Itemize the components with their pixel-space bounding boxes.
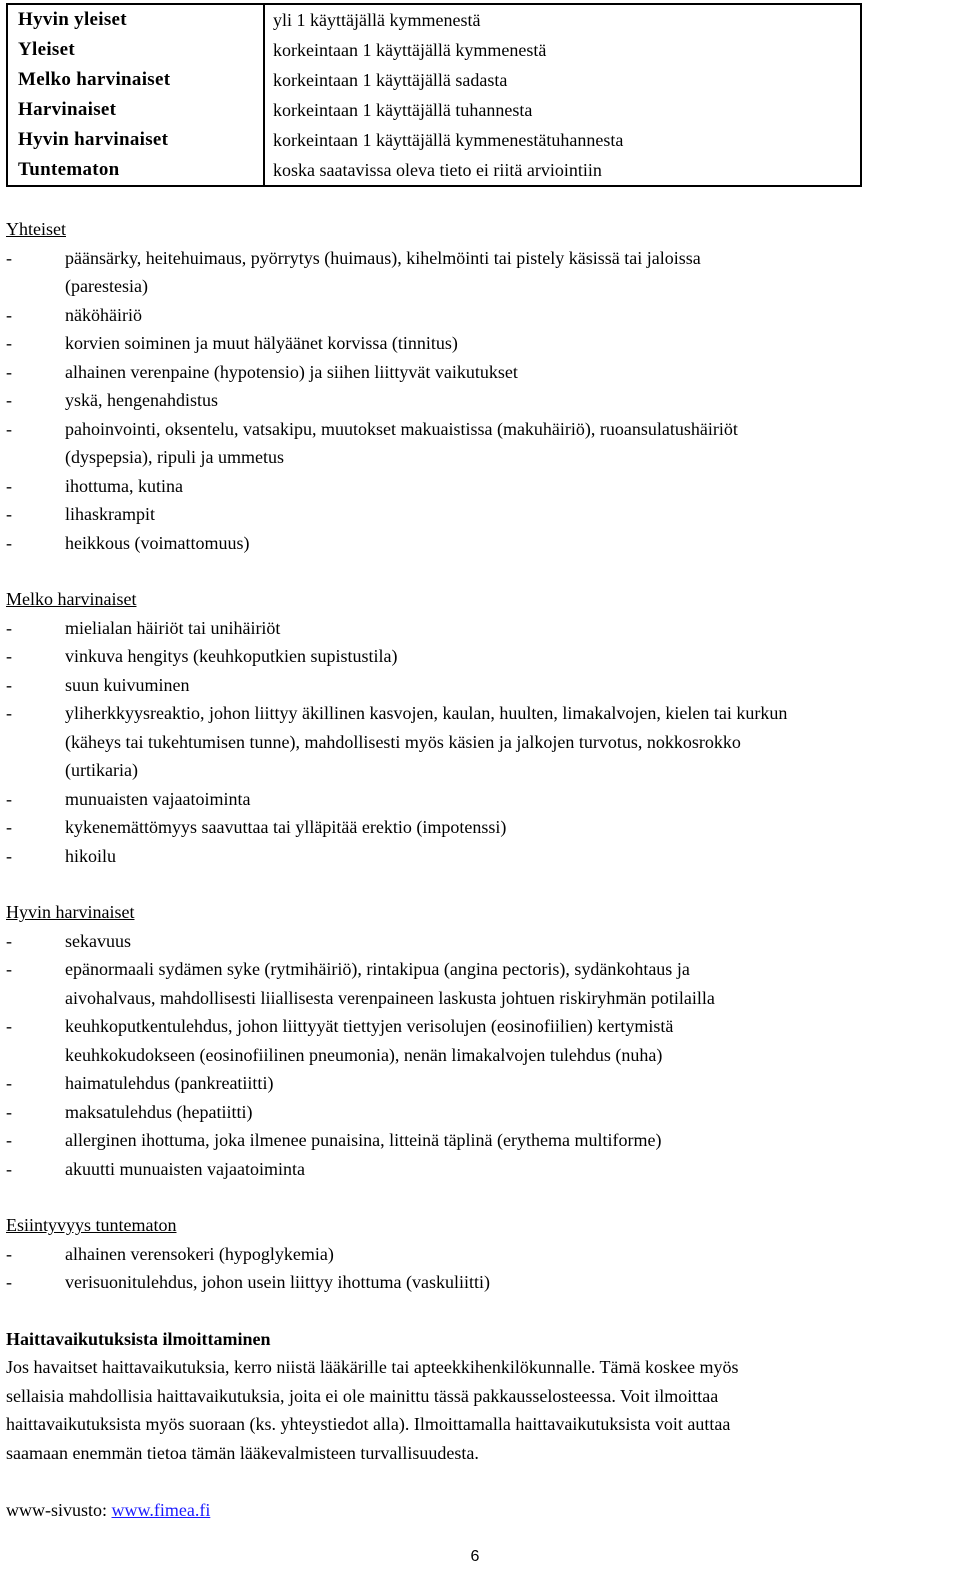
frequency-term: Hyvin yleiset — [7, 4, 264, 35]
item-text-line: aivohalvaus, mahdollisesti liiallisesta verenpaineen laskusta johtuen riskiryhmän potilailla — [65, 987, 715, 1008]
side-effect-item — [6, 1240, 956, 1269]
side-effect-item — [6, 1069, 956, 1098]
section-title: Melko harvinaiset — [6, 589, 137, 609]
side-effect-section — [6, 1211, 956, 1297]
item-text-line: haimatulehdus (pankreatiitti) — [65, 1073, 274, 1093]
item-text-line: päänsärky, heitehuimaus, pyörrytys (huimaus), kihelmöinti tai pistely käsissä tai jaloissa — [65, 247, 701, 268]
list-dash: - — [6, 703, 12, 723]
item-text-line: suun kuivuminen — [65, 674, 190, 695]
item-text-line: heikkous (voimattomuus) — [65, 532, 250, 553]
frequency-row — [7, 95, 861, 125]
website-line — [6, 1496, 956, 1525]
frequency-term: Harvinaiset — [7, 95, 264, 125]
list-dash: - — [6, 1016, 12, 1036]
list-dash: - — [6, 475, 12, 496]
side-effect-item — [6, 785, 956, 814]
frequency-row — [7, 155, 861, 186]
item-text-line: korvien soiminen ja muut hälyäänet korvissa (tinnitus) — [65, 333, 458, 353]
website-link[interactable]: www.fimea.fi — [111, 1500, 211, 1520]
side-effect-item — [6, 329, 956, 358]
frequency-table-body — [7, 4, 861, 186]
side-effect-item — [6, 955, 956, 1012]
side-effect-item — [6, 1098, 956, 1127]
item-text-line: ihottuma, kutina — [65, 475, 183, 496]
list-dash: - — [6, 247, 12, 268]
frequency-description: korkeintaan 1 käyttäjällä kymmenestä — [273, 40, 547, 60]
reporting-block — [6, 1325, 956, 1468]
frequency-term: Yleiset — [7, 35, 264, 65]
side-effect-item — [6, 699, 956, 785]
side-effect-item — [6, 671, 956, 700]
list-dash: - — [6, 959, 12, 979]
list-dash: - — [6, 1272, 12, 1292]
document-content — [6, 215, 956, 1525]
item-text-line: vinkuva hengitys (keuhkoputkien supistustila) — [65, 646, 398, 666]
reporting-text-line: saamaan enemmän tietoa tämän lääkevalmisteen turvallisuudesta. — [6, 1442, 479, 1463]
list-dash: - — [6, 532, 12, 553]
side-effect-item — [6, 1126, 956, 1155]
section-title: Yhteiset — [6, 219, 66, 239]
frequency-row — [7, 65, 861, 95]
item-text-line: lihaskrampit — [65, 504, 155, 524]
item-text-line: mielialan häiriöt tai unihäiriöt — [65, 617, 281, 638]
list-dash: - — [6, 1130, 12, 1150]
frequency-description: korkeintaan 1 käyttäjällä tuhannesta — [273, 100, 533, 120]
item-text-line: pahoinvointi, oksentelu, vatsakipu, muutokset makuaistissa (makuhäiriö), ruoansulatushäiriöt — [65, 418, 738, 439]
frequency-description: yli 1 käyttäjällä kymmenestä — [273, 10, 481, 30]
side-effect-item — [6, 529, 956, 558]
frequency-description: korkeintaan 1 käyttäjällä kymmenestätuhannesta — [273, 130, 624, 150]
list-dash: - — [6, 333, 12, 353]
item-text-line: (urtikaria) — [65, 760, 138, 780]
list-dash: - — [6, 390, 12, 410]
item-text-line: yliherkkyysreaktio, johon liittyy äkillinen kasvojen, kaulan, huulten, limakalvojen, kielen tai kurkun — [65, 703, 788, 723]
side-effect-item — [6, 842, 956, 871]
side-effect-item — [6, 244, 956, 301]
frequency-table — [6, 3, 862, 187]
item-text-line: alhainen verensokeri (hypoglykemia) — [65, 1243, 334, 1264]
frequency-row — [7, 35, 861, 65]
item-text-line: näköhäiriö — [65, 304, 142, 325]
list-dash: - — [6, 504, 12, 524]
item-text-line: allerginen ihottuma, joka ilmenee punaisina, litteinä täplinä (erythema multiforme) — [65, 1130, 662, 1150]
side-effect-item — [6, 927, 956, 956]
list-dash: - — [6, 1101, 12, 1122]
frequency-term: Melko harvinaiset — [7, 65, 264, 95]
frequency-description: koska saatavissa oleva tieto ei riitä arviointiin — [273, 160, 602, 180]
item-text-line: hikoilu — [65, 845, 117, 866]
side-effect-item — [6, 813, 956, 842]
list-dash: - — [6, 1073, 12, 1093]
list-dash: - — [6, 418, 12, 439]
list-dash: - — [6, 617, 12, 638]
side-effect-item — [6, 472, 956, 501]
item-text-line: (käheys tai tukehtumisen tunne), mahdollisesti myös käsien ja jalkojen turvotus, nokkosrokko — [65, 731, 741, 752]
side-effect-item — [6, 1155, 956, 1184]
frequency-term: Hyvin harvinaiset — [7, 125, 264, 155]
side-effect-item — [6, 415, 956, 472]
list-dash: - — [6, 788, 12, 809]
page-number: 6 — [470, 1548, 480, 1565]
side-effect-sections — [6, 215, 956, 1297]
side-effect-item — [6, 500, 956, 529]
item-text-line: sekavuus — [65, 930, 131, 951]
list-dash: - — [6, 304, 12, 325]
item-text-line: epänormaali sydämen syke (rytmihäiriö), rintakipua (angina pectoris), sydänkohtaus ja — [65, 959, 690, 979]
side-effect-item — [6, 614, 956, 643]
reporting-text — [6, 1353, 956, 1467]
list-dash: - — [6, 646, 12, 666]
item-text-line: (dyspepsia), ripuli ja ummetus — [65, 447, 284, 467]
side-effect-item — [6, 358, 956, 387]
item-text-line: munuaisten vajaatoiminta — [65, 788, 251, 809]
item-text-line: maksatulehdus (hepatiitti) — [65, 1101, 253, 1122]
item-text-line: keuhkokudokseen (eosinofiilinen pneumonia), nenän limakalvojen tulehdus (nuha) — [65, 1044, 663, 1065]
item-text-line: keuhkoputkentulehdus, johon liittyyät tiettyjen verisolujen (eosinofiilien) kertymistä — [65, 1016, 674, 1036]
side-effect-section — [6, 215, 956, 557]
frequency-description: korkeintaan 1 käyttäjällä sadasta — [273, 70, 508, 90]
item-text-line: kykenemättömyys saavuttaa tai ylläpitää erektio (impotenssi) — [65, 817, 507, 837]
section-title: Esiintyvyys tuntematon — [6, 1215, 177, 1235]
list-dash: - — [6, 1243, 12, 1264]
side-effect-item — [6, 386, 956, 415]
list-dash: - — [6, 930, 12, 951]
side-effect-section — [6, 898, 956, 1183]
list-dash: - — [6, 845, 12, 866]
list-dash: - — [6, 361, 12, 382]
item-text-line: (parestesia) — [65, 276, 148, 296]
list-dash: - — [6, 817, 12, 837]
section-title: Hyvin harvinaiset — [6, 902, 135, 922]
frequency-term: Tuntematon — [7, 155, 264, 186]
item-text-line: yskä, hengenahdistus — [65, 390, 218, 410]
reporting-title: Haittavaikutuksista ilmoittaminen — [6, 1328, 271, 1349]
side-effect-item — [6, 301, 956, 330]
side-effect-section — [6, 585, 956, 870]
side-effect-item — [6, 1012, 956, 1069]
list-dash: - — [6, 1158, 12, 1179]
item-text-line: verisuonitulehdus, johon usein liittyy ihottuma (vaskuliitti) — [65, 1272, 490, 1292]
reporting-text-line: sellaisia mahdollisia haittavaikutuksia, joita ei ole mainittu tässä pakkausselosteessa. Voit ilmoittaa — [6, 1385, 719, 1406]
reporting-text-line: haittavaikutuksista myös suoraan (ks. yhteystiedot alla). Ilmoittamalla haittavaikutuksista voit auttaa — [6, 1414, 731, 1434]
reporting-text-line: Jos havaitset haittavaikutuksia, kerro niistä lääkärille tai apteekkihenkilökunnalle. Tämä koskee myös — [6, 1357, 739, 1377]
side-effect-item — [6, 1268, 956, 1297]
item-text-line: alhainen verenpaine (hypotensio) ja siihen liittyvät vaikutukset — [65, 361, 518, 382]
frequency-row — [7, 125, 861, 155]
frequency-row — [7, 4, 861, 35]
side-effect-item — [6, 642, 956, 671]
item-text-line: akuutti munuaisten vajaatoiminta — [65, 1158, 305, 1179]
website-label: www-sivusto: — [6, 1500, 112, 1520]
list-dash: - — [6, 674, 12, 695]
